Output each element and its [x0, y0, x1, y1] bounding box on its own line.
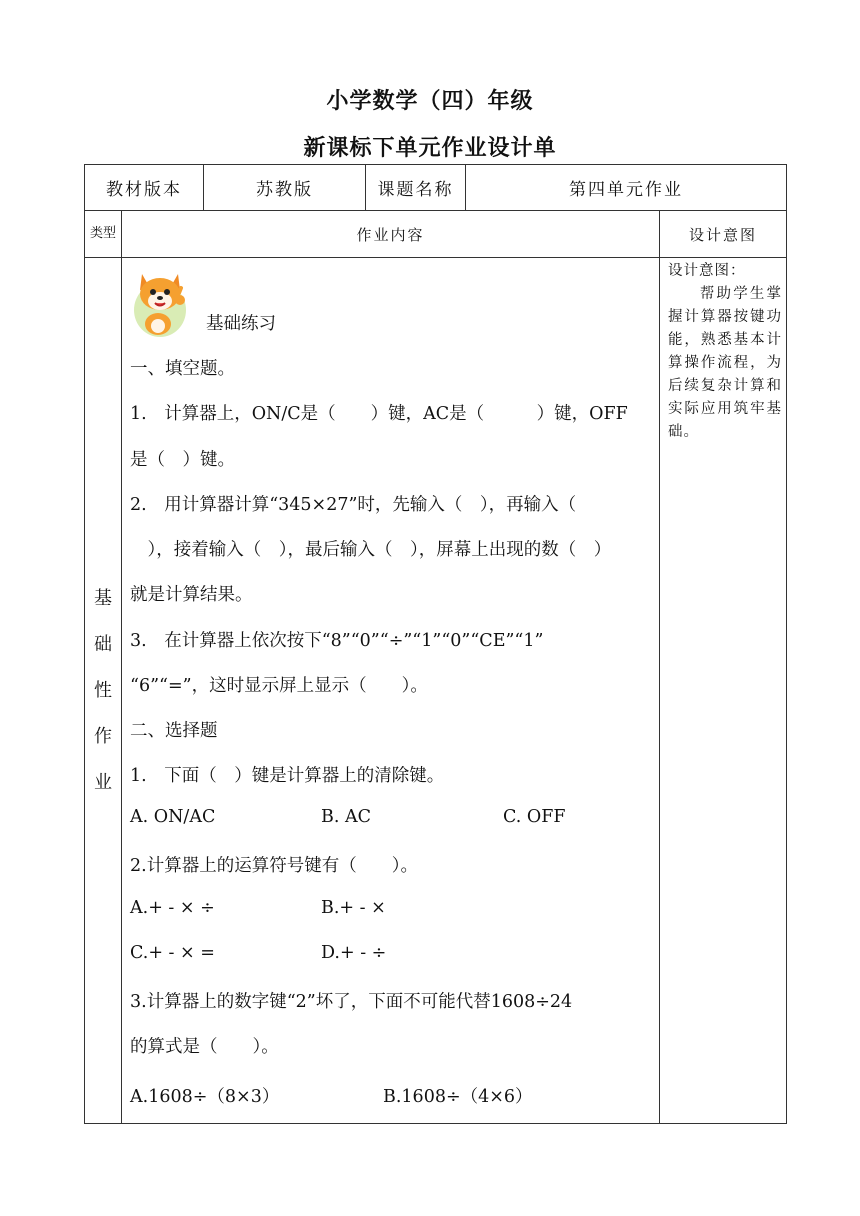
question-line: 二、选择题 — [130, 721, 218, 741]
homework-table — [84, 164, 787, 1124]
type-char: 业 — [94, 771, 112, 793]
intent-header: 设计意图 — [660, 211, 787, 258]
fox-mascot-icon — [132, 266, 188, 338]
question-line: ），接着输入（ ），最后输入（ ），屏幕上出现的数（ ） — [130, 540, 612, 560]
question-line: 的算式是（ ）。 — [130, 1037, 279, 1057]
option-q2-c: C.+ - × = — [130, 943, 215, 963]
type-header: 类型 — [85, 211, 122, 258]
option-q3-b: B.1608÷（4×6） — [383, 1087, 533, 1107]
option-q1-b: B. AC — [321, 807, 372, 827]
option-q2-a: A.+ - × ÷ — [130, 898, 215, 918]
option-q1-a: A. ON/AC — [130, 807, 216, 827]
question-line: 是（ ）键。 — [130, 450, 235, 470]
type-cell — [85, 258, 122, 1124]
question-line: 3.计算器上的数字键“2”坏了，下面不可能代替1608÷24 — [130, 992, 573, 1012]
type-char: 础 — [94, 633, 112, 655]
question-line: 就是计算结果。 — [130, 585, 253, 605]
topic-value: 第四单元作业 — [466, 165, 787, 211]
page-title: 小学数学（四）年级 — [326, 88, 534, 114]
question-line: 3. 在计算器上依次按下“8”“0”“÷”“1”“0”“CE”“1” — [130, 631, 544, 651]
textbook-label: 教材版本 — [85, 165, 204, 211]
intent-cell — [660, 258, 787, 1124]
question-line: 2. 用计算器计算“345×27”时，先输入（ ），再输入（ — [130, 495, 577, 515]
question-line: 1. 下面（ ）键是计算器上的清除键。 — [130, 766, 445, 786]
intent-body: 帮助学生掌握计算器按键功能，熟悉基本计算操作流程，为后续复杂计算和实际应用筑牢基础。 — [668, 286, 782, 440]
question-line: “6”“=”，这时显示屏上显示（ ）。 — [130, 676, 428, 696]
question-line: 2.计算器上的运算符号键有（ ）。 — [130, 856, 418, 876]
option-q3-a: A.1608÷（8×3） — [130, 1087, 280, 1107]
content-header: 作业内容 — [122, 211, 660, 258]
type-char: 性 — [94, 679, 112, 701]
intent-label: 设计意图： — [668, 263, 746, 279]
type-char: 作 — [94, 725, 112, 747]
section-title: 基础练习 — [206, 314, 276, 334]
topic-label: 课题名称 — [366, 165, 466, 211]
option-q2-d: D.+ - ÷ — [321, 943, 387, 963]
textbook-value: 苏教版 — [204, 165, 366, 211]
option-q1-c: C. OFF — [503, 807, 566, 827]
option-q2-b: B.+ - × — [321, 898, 386, 918]
question-line: 1. 计算器上，ON/C是（ ）键，AC是（ ）键，OFF — [130, 404, 628, 424]
question-line: 一、填空题。 — [130, 359, 235, 379]
page-subtitle: 新课标下单元作业设计单 — [303, 135, 557, 161]
type-char: 基 — [94, 587, 112, 609]
content-cell — [122, 258, 660, 1124]
